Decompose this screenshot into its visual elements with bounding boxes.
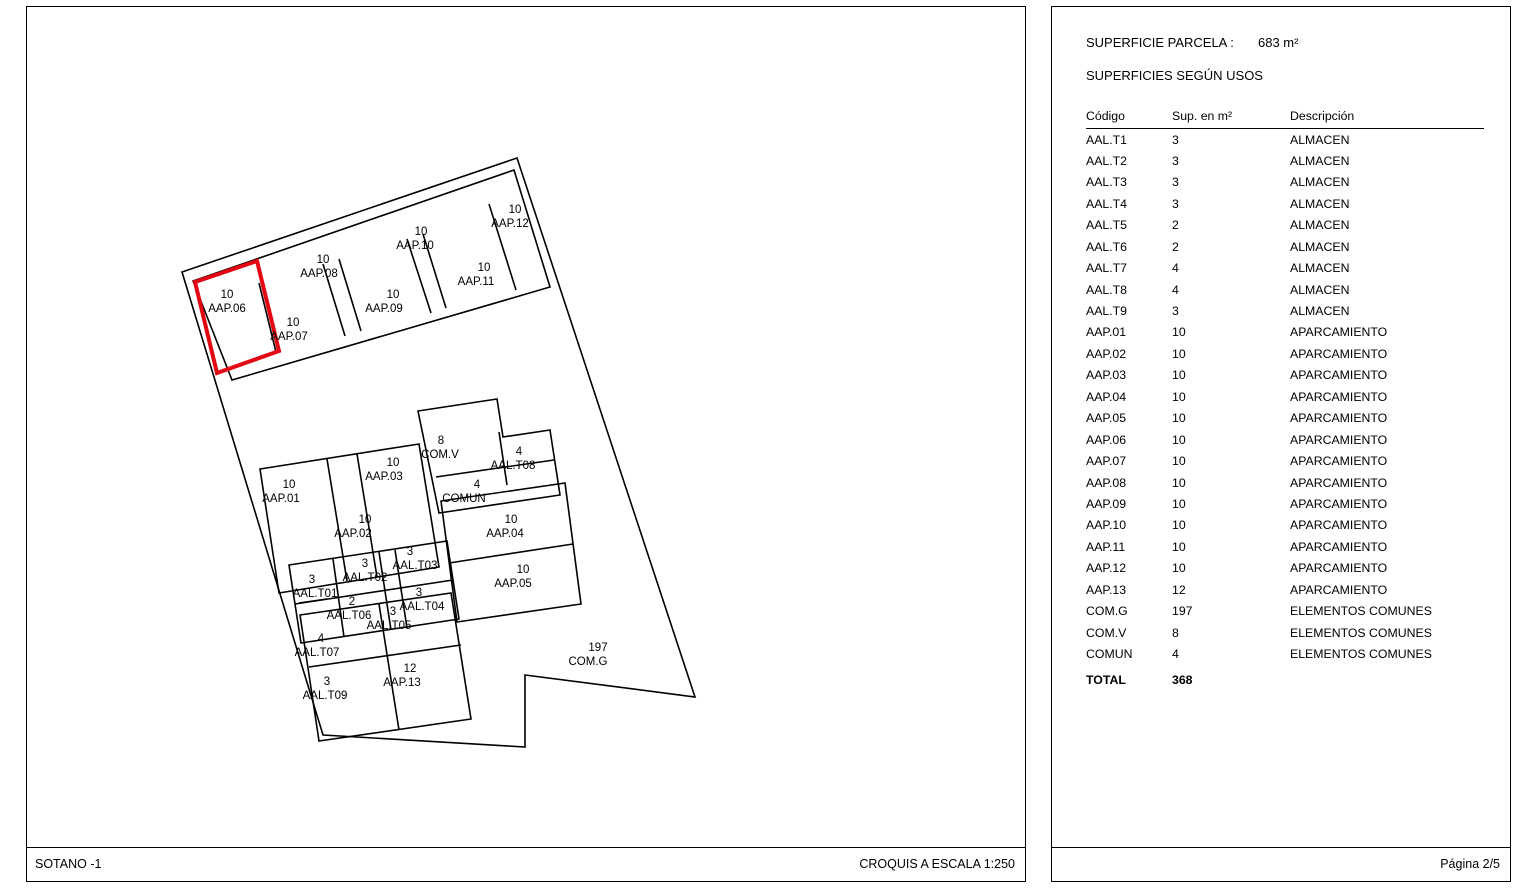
unit-area-aap-07: 10 [286,317,300,329]
col-header-codigo: Código [1086,109,1172,129]
cell-codigo: AAP.01 [1086,325,1127,340]
floor-label: SOTANO -1 [35,857,102,871]
cell-codigo: AAL.T1 [1086,132,1128,147]
cell-superficie: 10 [1172,496,1186,511]
table-row [1086,236,1484,257]
cell-superficie: 3 [1172,132,1179,147]
table-row [1086,408,1484,429]
cell-descripcion: APARCAMIENTO [1290,411,1388,426]
unit-code-aap-09: AAP.09 [365,303,403,315]
parcel-surface-label: SUPERFICIE PARCELA : [1086,35,1234,50]
unit-code-aap-02: AAP.02 [334,528,372,540]
table-row [1086,343,1484,364]
cell-superficie: 4 [1172,282,1179,297]
cell-superficie: 10 [1172,518,1186,533]
unit-code-aap-04: AAP.04 [486,528,524,540]
cell-codigo: AAP.04 [1086,389,1127,404]
cell-codigo: AAP.12 [1086,561,1127,576]
plan-footer [27,847,1025,881]
table-row [1086,558,1484,579]
cell-descripcion: APARCAMIENTO [1290,518,1388,533]
unit-code-aal-t03: AAL.T03 [392,560,438,572]
cell-superficie: 10 [1172,325,1186,340]
cell-codigo: AAP.07 [1086,454,1127,469]
cell-codigo: AAL.T6 [1086,239,1128,254]
cell-descripcion: ALMACEN [1290,218,1350,233]
cell-codigo: AAL.T2 [1086,153,1128,168]
cell-superficie: 10 [1172,475,1186,490]
cell-codigo: AAP.10 [1086,518,1127,533]
cell-descripcion: ELEMENTOS COMUNES [1290,625,1432,640]
unit-code-comun: COMUN [442,493,486,505]
surfaces-footer [1052,847,1510,881]
cell-descripcion: ALMACEN [1290,282,1350,297]
table-row [1086,301,1484,322]
cell-superficie: 10 [1172,346,1186,361]
unit-area-aap-05: 10 [516,564,530,576]
cell-superficie: 4 [1172,261,1179,276]
cell-descripcion: APARCAMIENTO [1290,582,1388,597]
table-row [1086,429,1484,450]
cell-codigo: AAP.09 [1086,496,1127,511]
surfaces-by-use-title: SUPERFICIES SEGÚN USOS [1086,68,1263,83]
cell-superficie: 8 [1172,625,1179,640]
cell-codigo: AAP.05 [1086,411,1127,426]
cell-superficie: 10 [1172,561,1186,576]
unit-area-aap-13: 12 [403,663,417,675]
cell-codigo: COMUN [1086,647,1133,661]
unit-area-aap-06: 10 [220,289,234,301]
table-row [1086,193,1484,214]
col-header-superficie: Sup. en m² [1172,109,1290,129]
unit-area-aal-t06: 2 [348,596,356,608]
parcel-surface-value: 683 m² [1258,35,1299,50]
cell-codigo: AAL.T9 [1086,304,1128,318]
table-total-row [1086,665,1484,691]
surfaces-panel [1051,6,1511,882]
cell-codigo: AAP.13 [1086,582,1127,597]
total-value: 368 [1172,672,1193,687]
total-spacer [1290,665,1484,691]
table-row [1086,172,1484,193]
unit-area-aap-10: 10 [414,226,428,238]
unit-area-aal-t08: 4 [515,446,523,458]
unit-area-aal-t04: 3 [415,587,423,599]
table-row [1086,601,1484,622]
cell-descripcion: ALMACEN [1290,304,1350,318]
unit-area-aap-12: 10 [508,204,522,216]
cell-superficie: 3 [1172,304,1179,318]
unit-area-aap-03: 10 [386,457,400,469]
unit-area-aal-t01: 3 [308,574,316,586]
unit-code-aap-03: AAP.03 [365,471,403,483]
cell-descripcion: APARCAMIENTO [1290,389,1388,404]
table-row [1086,622,1484,643]
unit-code-aal-t06: AAL.T06 [326,610,372,622]
table-header-row [1086,109,1484,129]
unit-code-aap-08: AAP.08 [300,268,338,280]
cell-superficie: 4 [1172,647,1179,661]
unit-code-aal-t04: AAL.T04 [399,601,445,613]
unit-area-aal-t02: 3 [361,558,369,570]
unit-code-com-v: COM.V [421,449,459,461]
cell-descripcion: APARCAMIENTO [1290,368,1388,383]
table-row [1086,279,1484,300]
unit-area-aap-09: 10 [386,289,400,301]
cell-superficie: 10 [1172,454,1186,469]
cell-superficie: 2 [1172,239,1179,254]
top-parking-band [193,170,550,380]
cell-descripcion: APARCAMIENTO [1290,561,1388,576]
table-row [1086,451,1484,472]
cell-superficie: 197 [1172,604,1193,619]
cell-descripcion: APARCAMIENTO [1290,325,1388,340]
cell-codigo: AAP.08 [1086,475,1127,490]
unit-code-aap-13: AAP.13 [383,677,421,689]
table-row [1086,258,1484,279]
cell-codigo: AAP.02 [1086,346,1127,361]
unit-area-aal-t03: 3 [406,546,414,558]
cell-descripcion: ALMACEN [1290,153,1350,168]
unit-area-aal-t09: 3 [323,676,331,688]
cell-descripcion: ALMACEN [1290,196,1350,211]
unit-code-aap-06: AAP.06 [208,303,246,315]
parcel-surface-row [1086,35,1484,50]
cell-descripcion: ALMACEN [1290,175,1350,190]
total-label: TOTAL [1086,672,1126,687]
unit-area-comun: 4 [473,479,481,491]
unit-code-aap-11: AAP.11 [457,276,495,288]
page-number: Página 2/5 [1440,857,1500,871]
cell-codigo: AAL.T7 [1086,261,1128,276]
cell-descripcion: APARCAMIENTO [1290,454,1388,469]
cell-codigo: AAL.T4 [1086,196,1128,211]
cell-superficie: 10 [1172,432,1186,447]
table-row [1086,365,1484,386]
floor-plan-svg [27,7,1025,845]
unit-area-aap-01: 10 [282,479,296,491]
cell-codigo: AAP.11 [1086,539,1126,554]
cell-codigo: AAP.03 [1086,368,1127,383]
unit-code-aal-t08: AAL.T08 [490,460,536,472]
cell-superficie: 10 [1172,368,1186,383]
cell-superficie: 12 [1172,582,1186,597]
unit-area-aap-11: 10 [477,262,491,274]
cell-superficie: 2 [1172,218,1179,233]
table-row [1086,472,1484,493]
unit-code-aap-05: AAP.05 [494,578,532,590]
col-header-descripcion: Descripción [1290,109,1484,129]
table-row [1086,129,1484,151]
unit-code-aap-10: AAP.10 [396,240,434,252]
cell-codigo: AAL.T8 [1086,282,1128,297]
cell-superficie: 3 [1172,196,1179,211]
cell-descripcion: APARCAMIENTO [1290,346,1388,361]
table-row [1086,579,1484,600]
cell-descripcion: ALMACEN [1290,132,1350,147]
cell-descripcion: ALMACEN [1290,239,1350,254]
cell-superficie: 3 [1172,175,1179,190]
unit-area-com-v: 8 [437,435,445,447]
cell-superficie: 3 [1172,153,1179,168]
table-row [1086,150,1484,171]
cell-descripcion: APARCAMIENTO [1290,475,1388,490]
unit-area-aap-08: 10 [316,254,330,266]
table-row [1086,515,1484,536]
cell-superficie: 10 [1172,539,1186,554]
unit-area-aap-02: 10 [358,514,372,526]
unit-area-aap-04: 10 [504,514,518,526]
unit-area-aal-t05: 3 [389,606,397,618]
cell-superficie: 10 [1172,411,1186,426]
table-row [1086,493,1484,514]
unit-code-aal-t01: AAL.T01 [292,588,338,600]
cell-descripcion: APARCAMIENTO [1290,496,1388,511]
unit-area-com-g: 197 [588,642,608,654]
table-row [1086,322,1484,343]
cell-codigo: AAL.T5 [1086,218,1128,233]
plan-drawing-area [27,7,1025,845]
unit-code-aal-t07: AAL.T07 [294,647,340,659]
unit-code-com-g: COM.G [568,656,608,668]
cell-superficie: 10 [1172,389,1186,404]
surfaces-content [1052,7,1510,847]
cell-descripcion: APARCAMIENTO [1290,539,1388,554]
cell-codigo: AAP.06 [1086,432,1127,447]
cell-codigo: COM.V [1086,625,1127,640]
table-row [1086,536,1484,557]
surfaces-table-body [1086,129,1484,691]
cell-descripcion: ELEMENTOS COMUNES [1290,604,1432,619]
unit-area-aal-t07: 4 [317,633,325,645]
table-row [1086,215,1484,236]
cell-descripcion: ALMACEN [1290,261,1350,276]
cell-codigo: COM.G [1086,604,1128,619]
unit-code-aal-t02: AAL.T02 [342,572,388,584]
plan-panel [26,6,1026,882]
unit-code-aap-07: AAP.07 [270,331,308,343]
surfaces-table [1086,109,1484,691]
table-row [1086,386,1484,407]
cell-descripcion: ELEMENTOS COMUNES [1290,647,1432,661]
unit-code-aap-01: AAP.01 [262,493,300,505]
scale-label: CROQUIS A ESCALA 1:250 [859,857,1015,871]
unit-code-aap-12: AAP.12 [491,218,529,230]
cell-codigo: AAL.T3 [1086,175,1128,190]
table-row [1086,644,1484,665]
unit-code-aal-t05: AAL.T05 [366,620,412,632]
cell-descripcion: APARCAMIENTO [1290,432,1388,447]
unit-code-aal-t09: AAL.T09 [302,690,348,702]
